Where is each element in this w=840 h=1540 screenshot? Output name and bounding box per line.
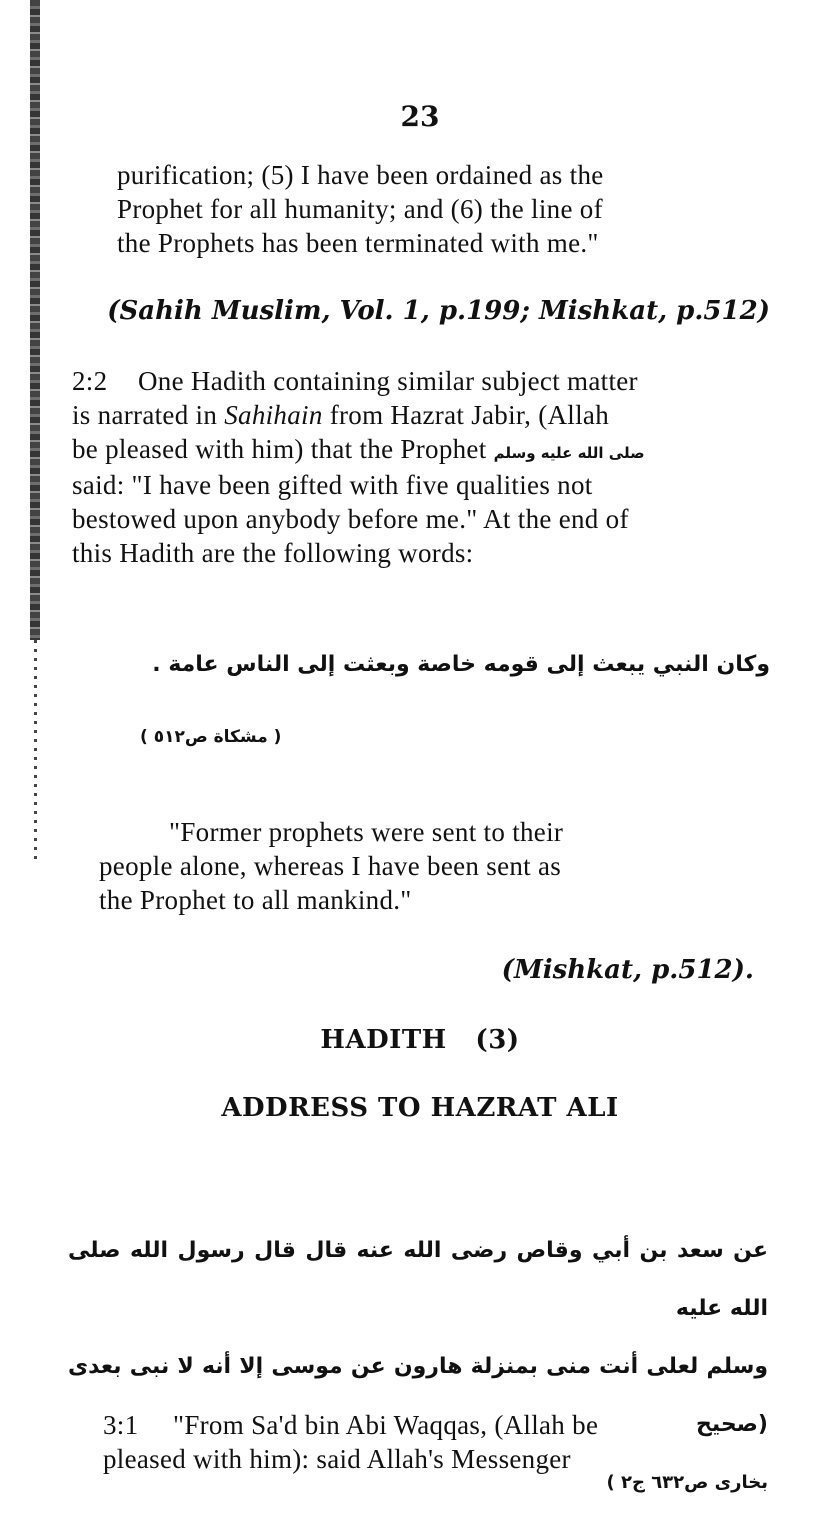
arabic-hadith-text: وكان النبي يبعث إلى قومه خاصة وبعثت إلى الناس عامة . xyxy=(152,652,770,677)
italic-term: Sahihain xyxy=(224,400,323,430)
text-line: pleased with him): said Allah's Messenger xyxy=(103,1444,571,1474)
arabic-line: وسلم لعلى أنت منى بمنزلة هارون عن موسى إلا أنه لا نبى بعدى (صحيح xyxy=(68,1354,768,1437)
text-line: the Prophets has been terminated with me." xyxy=(117,228,599,258)
text-line: people alone, whereas I have been sent as xyxy=(99,851,562,881)
page-binding-edge xyxy=(30,0,40,640)
text-line: said: "I have been gifted with five qualities not xyxy=(72,470,593,500)
text-line: "From Sa'd bin Abi Waqqas, (Allah be xyxy=(173,1410,599,1440)
arabic-line: عن سعد بن أبي وقاص رضى الله عنه قال قال رسول الله صلى الله عليه xyxy=(68,1238,768,1321)
paragraph-number: 3:1 xyxy=(103,1410,139,1440)
text-line: the Prophet to all mankind." xyxy=(99,885,412,915)
section-heading: HADITH (3) xyxy=(320,1025,520,1055)
paragraph-continuation xyxy=(117,158,604,260)
page-number: 23 xyxy=(400,100,440,133)
paragraph-3-1 xyxy=(103,1408,598,1476)
salutation-glyph: صلى الله عليه وسلم xyxy=(493,444,645,462)
page-binding-edge-lower xyxy=(34,640,37,860)
text-line: purification; (5) I have been ordained as the xyxy=(117,160,604,190)
text-line: this Hadith are the following words: xyxy=(72,538,474,568)
text-line: is narrated in xyxy=(72,400,218,430)
text-line: bestowed upon anybody before me." At the end of xyxy=(72,504,629,534)
citation-sahih-muslim: (Sahih Muslim, Vol. 1, p.199; Mishkat, p.512) xyxy=(107,296,770,326)
section-subheading: ADDRESS TO HAZRAT ALI xyxy=(221,1093,619,1123)
text-line: One Hadith containing similar subject matter xyxy=(138,366,638,396)
text-line: Prophet for all humanity; and (6) the line of xyxy=(117,194,603,224)
text-line: "Former prophets were sent to their xyxy=(169,817,564,847)
paragraph-2-2 xyxy=(72,364,782,570)
arabic-line: بخارى ص٦٣٢ ج٢ ) xyxy=(606,1472,768,1493)
text-line: from Hazrat Jabir, (Allah xyxy=(329,400,609,430)
citation-mishkat: (Mishkat, p.512). xyxy=(501,955,754,985)
paragraph-number: 2:2 xyxy=(72,366,108,396)
text-line: be pleased with him) that the Prophet xyxy=(72,434,487,464)
arabic-reference: ( مشكاة ص٥١٢ ) xyxy=(140,727,282,747)
translated-quote xyxy=(99,815,563,917)
